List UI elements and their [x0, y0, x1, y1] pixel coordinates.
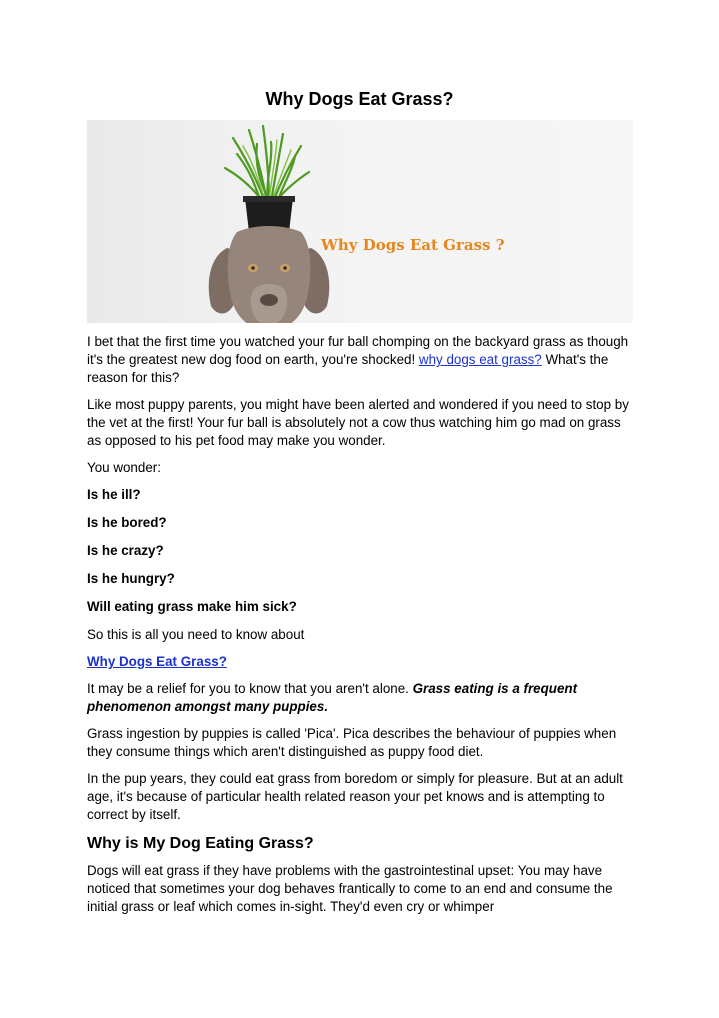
relief-text: It may be a relief for you to know that you aren't alone. [87, 681, 413, 696]
paragraph-relief [87, 680, 635, 716]
intro-paragraph [87, 333, 635, 387]
page-title: Why Dogs Eat Grass? [265, 89, 454, 109]
paragraph-you-wonder: You wonder: [87, 460, 161, 475]
why-dogs-eat-grass-link[interactable]: why dogs eat grass? [418, 352, 542, 367]
dog-with-grass-illustration [87, 120, 633, 323]
section-heading: Why is My Dog Eating Grass? [87, 835, 314, 852]
question-sick: Will eating grass make him sick? [87, 599, 297, 614]
article-body [87, 333, 635, 925]
why-dogs-eat-grass-heading-link[interactable]: Why Dogs Eat Grass? [87, 654, 227, 669]
paragraph-puppy-parents: Like most puppy parents, you might have been alerted and wondered if you need to stop by the vet at the first! Your fur ball is absolutely not a cow thus watching him go mad on grass as opposed to his pet food may make you wonder. [87, 397, 629, 448]
intro-text-1: I bet that the first time you watched your fur ball chomping on the backyard grass as though it's the greatest new dog food on earth, you're shocked! [87, 334, 629, 367]
question-crazy: Is he crazy? [87, 543, 164, 558]
question-bored: Is he bored? [87, 515, 167, 530]
paragraph-so-this: So this is all you need to know about [87, 627, 305, 642]
paragraph-pup-years: In the pup years, they could eat grass from boredom or simply for pleasure. But at an adult age, it's because of particular health related reason your pet knows and is attempting to correct by itself. [87, 771, 623, 822]
relief-emphasis: Grass eating is a frequent phenomenon amongst many puppies. [87, 681, 578, 714]
paragraph-pica: Grass ingestion by puppies is called 'Pica'. Pica describes the behaviour of puppies when they consume things which aren't distinguished as puppy food diet. [87, 726, 617, 759]
intro-text-2: What's the reason for this? [87, 352, 609, 385]
banner-caption: Why Dogs Eat Grass ? [321, 236, 505, 254]
banner-image [87, 120, 633, 323]
grass-blades [225, 126, 309, 202]
question-ill: Is he ill? [87, 487, 141, 502]
link-heading-paragraph [87, 653, 635, 671]
question-hungry: Is he hungry? [87, 571, 175, 586]
paragraph-gastrointestinal: Dogs will eat grass if they have problems with the gastrointestinal upset: You may have noticed that sometimes your dog behaves frantically to come to an end and consume the initial grass or leaf which comes in-sight. They'd even cry or whimper [87, 863, 613, 914]
